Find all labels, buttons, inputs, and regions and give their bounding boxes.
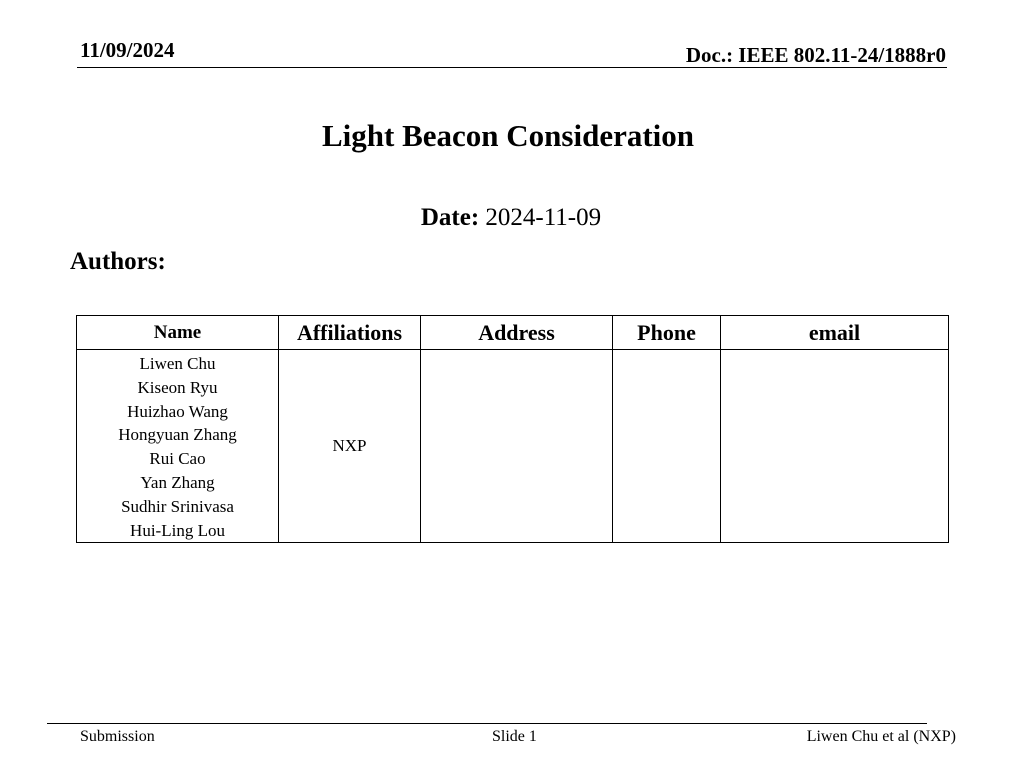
table-row (77, 350, 949, 543)
slide-title: Light Beacon Consideration (321, 118, 695, 153)
email-cell (721, 350, 949, 543)
table-header-row (77, 316, 949, 350)
names-cell (77, 350, 279, 543)
footer-divider (47, 723, 927, 724)
author-name: Hongyuan Zhang (118, 425, 237, 445)
author-name: Huizhao Wang (127, 401, 228, 421)
authors-table (76, 315, 949, 543)
footer-authors: Liwen Chu et al (NXP) (806, 728, 956, 745)
author-name: Liwen Chu (139, 354, 216, 373)
author-name: Rui Cao (149, 449, 206, 469)
header-date: 11/09/2024 (80, 38, 175, 62)
author-name: Yan Zhang (140, 472, 215, 492)
phone-cell (613, 350, 721, 543)
footer-submission: Submission (80, 728, 155, 745)
author-name: Sudhir Srinivasa (121, 496, 234, 516)
author-name: Hui-Ling Lou (130, 520, 225, 540)
col-header-address: Address (421, 316, 613, 350)
col-header-phone: Phone (613, 316, 721, 350)
col-header-email: email (721, 316, 949, 350)
header-divider (77, 67, 947, 68)
header-doc-id: Doc.: IEEE 802.11-24/1888r0 (685, 43, 946, 67)
footer-slide-number: Slide 1 (492, 728, 537, 745)
date-value: 2024-11-09 (485, 204, 602, 231)
date-line (0, 204, 1022, 232)
authors-label: Authors: (70, 248, 166, 275)
author-name: Kiseon Ryu (137, 377, 218, 397)
address-cell (421, 350, 613, 543)
col-header-affiliations: Affiliations (279, 316, 421, 350)
col-header-name: Name (77, 316, 279, 350)
affiliation-cell: NXP (279, 350, 421, 543)
date-label: Date: (420, 204, 480, 231)
